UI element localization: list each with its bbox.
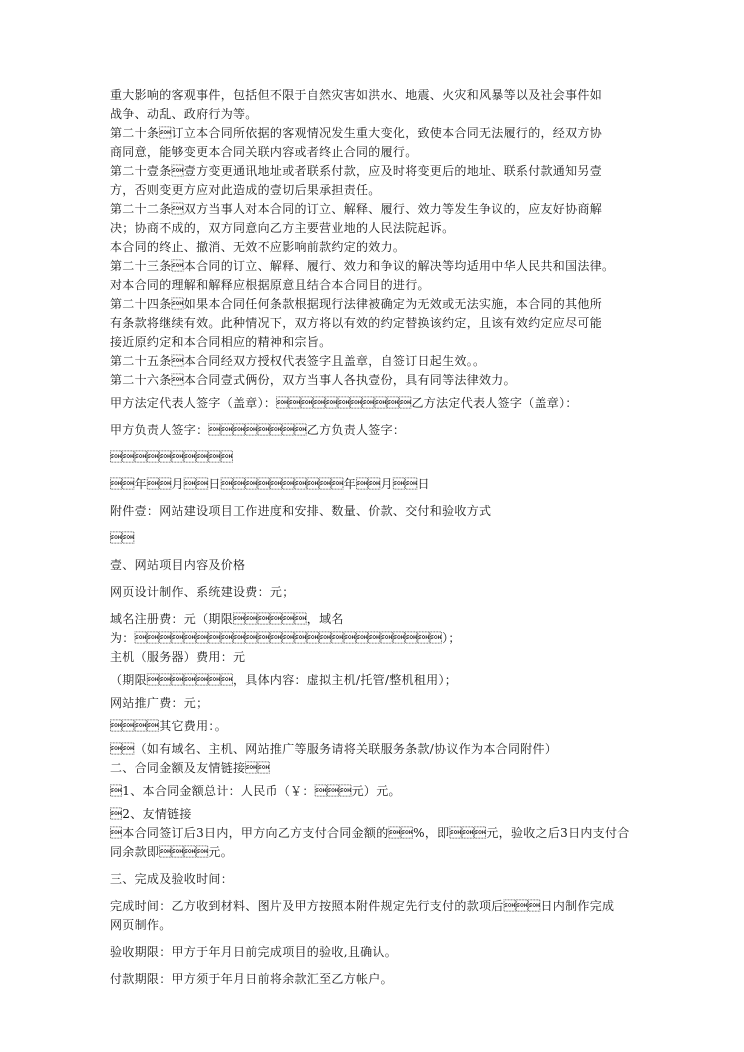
text-line: 第二十六条本合同壹式俩份，双方当事人各执壹份，具有同等法律效力。: [110, 373, 516, 387]
text-line: 其它费用：。: [110, 719, 228, 733]
text-line: 本合同签订后3日内，甲方向乙方支付合同金额的%，即元，验收之后3日内支付合: [110, 826, 630, 840]
text-line: 第二十三条本合同的订立、解释、履行、效力和争议的解决等均适用中华人民共和国法律。: [110, 259, 615, 273]
text-line: 网站推广费：元；: [110, 696, 209, 710]
text-line: 第二十二条双方当事人对本合同的订立、解释、履行、效力等发生争议的，应友好协商解: [110, 202, 603, 216]
text-line: 第二十壹条壹方变更通讯地址或者联系付款，应及时将变更后的地址、联系付款通知另壹: [110, 164, 603, 178]
text-line: 网页制作。: [110, 918, 172, 932]
text-line: （如有域名、主机、网站推广等服务请将关联服务条款/协议作为本合同附件）: [110, 742, 558, 756]
text-line: 战争、动乱、政府行为等。: [110, 107, 258, 121]
text-line: 本合同的终止、撤消、无效不应影响前款约定的效力。: [110, 240, 406, 254]
text-line: 付款期限：甲方须于年月日前将余款汇至乙方帐户。: [110, 972, 393, 986]
text-line: 第二十四条如果本合同任何条款根据现行法律被确定为无效或无法实施，本合同的其他所: [110, 297, 603, 311]
text-line: 主机（服务器）费用：元: [110, 650, 246, 664]
text-line: 第二十五条本合同经双方授权代表签字且盖章，自签订日起生效。。: [110, 354, 486, 368]
text-line: 2、友情链接: [110, 807, 192, 821]
text-line: 网页设计制作、系统建设费：元；: [110, 585, 295, 599]
text-line: 验收期限：甲方于年月日前完成项目的验收,且确认。: [110, 945, 398, 959]
text-line: 三、完成及验收时间：: [110, 872, 234, 886]
text-line: 1、本合同金额总计：人民币（￥：元）元。: [110, 784, 401, 798]
text-line: 壹、网站项目内容及价格: [110, 558, 246, 572]
text-line: 商同意，能够变更本合同关联内容或者终止合同的履行。: [110, 145, 418, 159]
text-line: 年月日年月日: [110, 477, 430, 491]
text-line: 甲方负责人签字：乙方负责人签字：: [110, 423, 406, 437]
text-line: 同余款即元。: [110, 845, 234, 859]
document-page: [110, 86, 644, 989]
text-line: 决；协商不成的，双方同意向乙方主要营业地的人民法院起诉。: [110, 221, 455, 235]
text-line: 对本合同的理解和解释应根据原意且结合本合同目的进行。: [110, 278, 430, 292]
text-line: : [110, 531, 135, 545]
text-line: 甲方法定代表人签字（盖章）：乙方法定代表人签字（盖章）：: [110, 396, 578, 410]
text-line: : [110, 450, 233, 464]
text-line: 方，否则变更方应对此造成的壹切后果承担责任。: [110, 183, 381, 197]
text-line: （期限，具体内容：虚拟主机/托管/整机租用）；: [110, 673, 458, 687]
text-line: 有条款将继续有效。此种情况下，双方将以有效的约定替换该约定，且该有效约定应尽可能: [110, 316, 603, 330]
text-line: 第二十条订立本合同所依据的客观情况发生重大变化，致使本合同无法履行的，经双方协: [110, 126, 603, 140]
text-line: 域名注册费：元（期限，域名为：）；: [110, 612, 461, 645]
text-line: 重大影响的客观事件，包括但不限于自然灾害如洪水、地震、火灾和风暴等以及社会事件如: [110, 88, 603, 102]
text-line: 接近原约定和本合同相应的精神和宗旨。: [110, 335, 332, 349]
text-line: 附件壹：网站建设项目工作进度和安排、数量、价款、交付和验收方式: [110, 504, 492, 518]
text-line: 完成时间：乙方收到材料、图片及甲方按照本附件规定先行支付的款项后日内制作完成: [110, 899, 615, 913]
text-line: 二、合同金额及友情链接: [110, 761, 270, 775]
